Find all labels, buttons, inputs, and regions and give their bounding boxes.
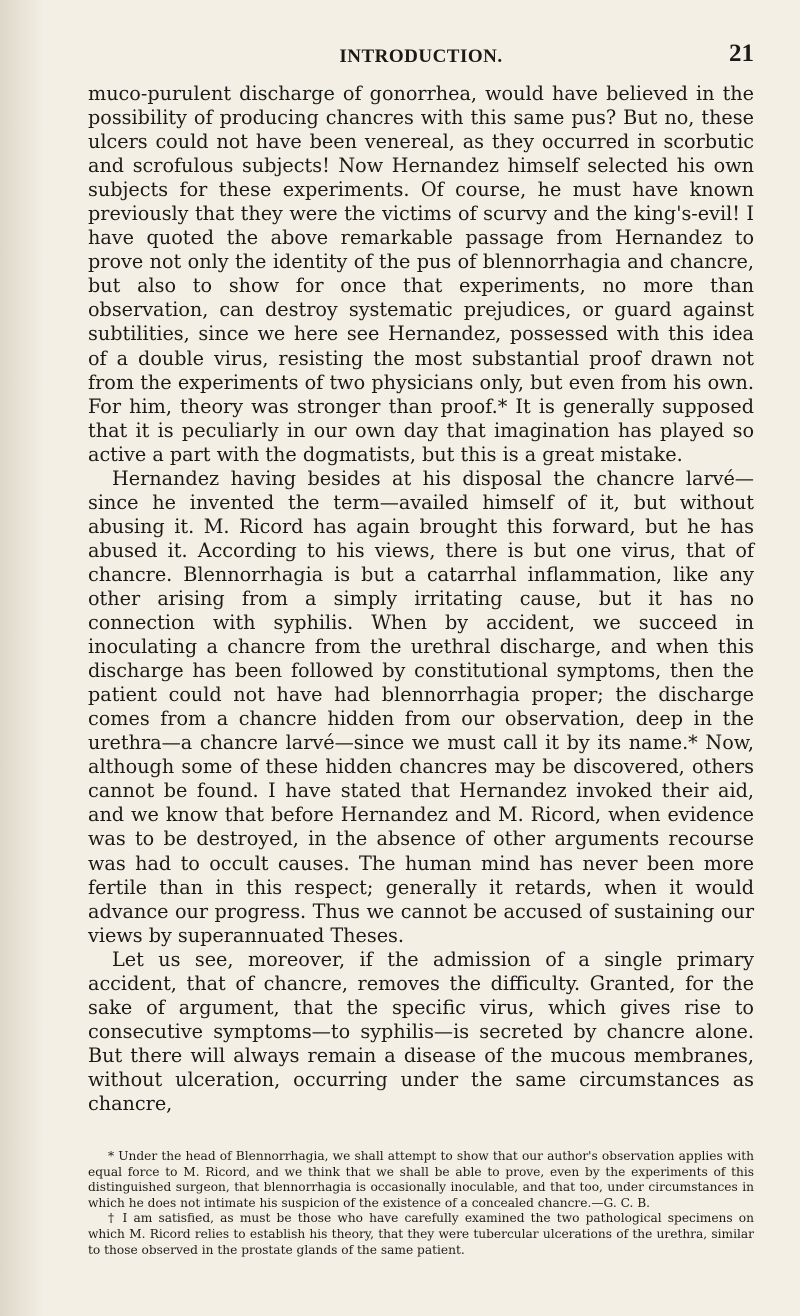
- page-header: [88, 40, 754, 84]
- running-title: INTRODUCTION.: [339, 46, 503, 67]
- paragraph: Hernandez having besides at his disposal the chancre larvé—since he invented the term—availed himself of it, but without abusing it. M. Ricord has again brought this forward, but he has abused it. According to his views, there is but one virus, that of chancre. Blennorrhagia is but a catarrhal inflammation, like any other arising from a simply irritating cause, but it has no connection with syphilis. When by accident, we succeed in inoculating a chancre from the urethral discharge, and when this discharge has been followed by constitutional symptoms, then the patient could not have had blennorrhagia proper; the discharge comes from a chancre hidden from our observation, deep in the urethra—a chancre larvé—since we must call it by its name.* Now, although some of these hidden chancres may be discovered, others cannot be found. I have stated that Hernandez invoked their aid, and we know that before Hernandez and M. Ricord, when evidence was to be destroyed, in the absence of other arguments recourse was had to occult causes. The human mind has never been more fertile than in this respect; generally it retards, when it would advance our progress. Thus we cannot be accused of sustaining our views by superannuated Theses.: [88, 466, 754, 947]
- page-number: 21: [729, 40, 754, 67]
- paragraph: Let us see, moreover, if the admission of a single primary accident, that of chancre, removes the difficulty. Granted, for the sake of argument, that the specific virus, which gives rise to consecutive symptoms—to syphilis—is secreted by chancre alone. But there will always remain a disease of the mucous membranes, without ulceration, occurring under the same circumstances as chancre,: [88, 947, 754, 1115]
- footnotes: [88, 1149, 754, 1258]
- page-edge-shadow: [0, 0, 44, 1316]
- footnote: † I am satisfied, as must be those who have carefully examined the two pathological specimens on which M. Ricord relies to establish his theory, that they were tubercular ulcerations of the urethra, similar to those observed in the prostate glands of the same patient.: [88, 1211, 754, 1257]
- footnote: * Under the head of Blennorrhagia, we shall attempt to show that our author's observation applies with equal force to M. Ricord, and we think that we shall be able to prove, even by the experiments of this distinguished surgeon, that blennorrhagia is occasionally inoculable, and that too, under circumstances in which he does not intimate his suspicion of the existence of a concealed chancre.—G. C. B.: [88, 1149, 754, 1210]
- body-text: [88, 82, 754, 1116]
- paragraph: muco-purulent discharge of gonorrhea, would have believed in the possibility of producing chancres with this same pus? But no, these ulcers could not have been venereal, as they occurred in scorbutic and scrofulous subjects! Now Hernandez himself selected his own subjects for these experiments. Of course, he must have known previously that they were the victims of scurvy and the king's-evil! I have quoted the above remarkable passage from Hernandez to prove not only the identity of the pus of blennorrhagia and chancre, but also to show for once that experiments, no more than observation, can destroy systematic prejudices, or guard against subtilities, since we here see Hernandez, possessed with this idea of a double virus, resisting the most substantial proof drawn not from the experiments of two physicians only, but even from his own. For him, theory was stronger than proof.* It is generally supposed that it is peculiarly in our own day that imagination has played so active a part with the dogmatists, but this is a great mistake.: [88, 82, 754, 466]
